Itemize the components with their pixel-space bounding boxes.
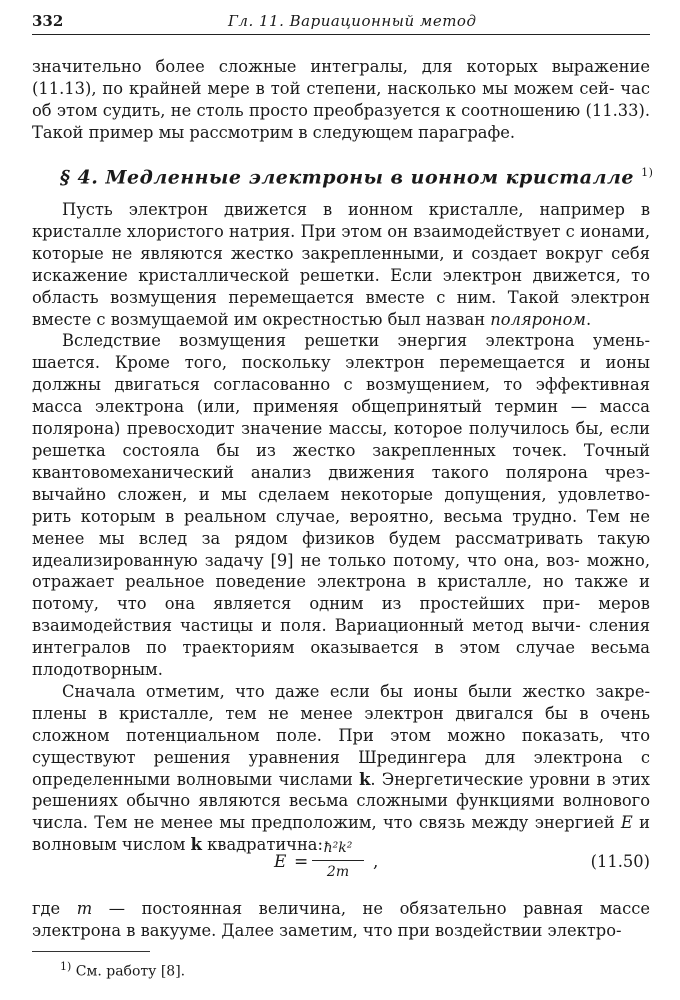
text-line: квантовомеханический анализ движения такого полярона чрез-: [32, 462, 650, 482]
equation-11-50: [32, 838, 650, 890]
section-heading: [60, 166, 660, 188]
text-line: сления интегралов по траекториям оказывается в этом случае: [32, 616, 650, 658]
text-line: Пусть электрон движется в ионном кристалле, например: [62, 200, 625, 219]
text-line: рить которым в реальном случае, вероятно, весьма трудно. Тем: [32, 506, 620, 526]
equation-fraction: [312, 838, 364, 883]
running-title: Гл. 11. Вариационный метод: [228, 12, 477, 30]
text-line: где: [32, 899, 77, 918]
text-line: (11.13), по крайней мере в той степени, насколько мы можем сей-: [32, 78, 615, 98]
text-line: сложном потенциальном поле. При этом можно показать, что: [32, 725, 650, 745]
footnote-divider: [32, 951, 150, 952]
text-line: плены в кристалле, тем не менее электрон двигался бы в очень: [32, 703, 650, 723]
main-text: [32, 199, 650, 856]
polaron-term: поляроном: [490, 309, 586, 329]
fraction-bar: [312, 860, 364, 861]
closing-paragraph: [32, 898, 650, 942]
equation-number: (11.50): [590, 852, 650, 871]
equation-lhs: E: [274, 852, 287, 872]
text-line: и волновым числом: [32, 813, 650, 855]
text-punct: .: [585, 309, 592, 329]
page-header: [32, 10, 650, 35]
text-line: час об этом судить, не столь просто преобразуется к соотношению: [32, 78, 650, 120]
paragraph-mass-note: [32, 898, 650, 942]
text-line: вокруг себя искажение кристаллической решетки. Если электрон: [32, 243, 650, 285]
text-line: если решетка состояла бы из жестко закрепленных точек. Точный: [32, 419, 650, 460]
text-line: Сначала отметим, что даже если бы ионы были жестко закре-: [62, 681, 650, 701]
text-line: весьма плодотворным.: [32, 638, 650, 680]
paragraph-polaron: [32, 199, 650, 330]
energy-symbol: E: [620, 813, 633, 833]
text-line: назван: [425, 309, 491, 329]
text-line: с определенными волновыми числами: [32, 747, 650, 789]
text-line: движется, то область возмущения перемещается вместе с ним.: [32, 265, 650, 307]
wave-vector-k: k: [190, 835, 202, 855]
text-line: не менее мы вслед за рядом физиков будем рассматривать такую: [32, 506, 650, 548]
equation-equals: =: [294, 852, 309, 872]
text-line: Такой электрон вместе с возмущаемой им окрестностью был: [32, 287, 650, 329]
footnote-number: 1): [60, 960, 72, 973]
section-title-text: § 4. Медленные электроны в ионном кристалле: [60, 166, 635, 189]
text-line: энергией: [534, 813, 621, 833]
mass-symbol: m: [76, 899, 93, 918]
equation-comma: ,: [373, 852, 379, 872]
fraction-numerator: ħ²k²: [323, 840, 353, 856]
text-line: идеализированную задачу [9] не только потому, что она, воз-: [32, 550, 580, 570]
paragraph-effective-mass: [32, 330, 650, 681]
wave-vector-k: k: [359, 769, 371, 789]
text-line: (11.33). Такой пример мы рассмотрим в следующем параграфе.: [32, 100, 650, 142]
text-line: но также и потому, что она является одним из простейших при-: [32, 572, 650, 614]
footnote-text: См. работу [8].: [71, 963, 186, 980]
text-line: квадратична:: [201, 835, 323, 855]
page-number: 332: [32, 12, 64, 30]
text-line: . Энергетические уровни: [370, 769, 591, 789]
text-line: масса электрона (или, применяя общепринятый термин — масса: [32, 397, 650, 417]
fraction-denominator: 2m: [326, 864, 350, 880]
text-line: меров взаимодействия частицы и поля. Вариационный метод вычи-: [32, 594, 650, 636]
text-line: полярона) превосходит значение массы, которое получилось бы,: [32, 419, 604, 439]
text-line: — постоянная величина, не обязательно равная массе: [92, 899, 650, 918]
text-line: значительно более сложные интегралы, для которых выражение: [32, 57, 650, 76]
text-line: с ионами, которые не являются жестко закрепленными, и создает: [32, 221, 650, 263]
text-line: вычайно сложен, и мы сделаем некоторые допущения, удовлетво-: [32, 484, 650, 504]
top-paragraph: [32, 56, 650, 144]
footnote-marker: 1): [641, 166, 654, 179]
top-paragraph-text: [32, 56, 650, 144]
text-line: можно, отражает реальное поведение электрона в кристалле,: [32, 550, 650, 592]
footnote: [60, 960, 185, 980]
text-line: шается. Кроме того, поскольку электрон перемещается и ионы: [32, 353, 650, 373]
text-line: в кристалле хлористого натрия. При этом он взаимодействует: [32, 200, 650, 241]
text-line: волнового числа. Тем не менее мы предположим, что связь между: [32, 791, 650, 833]
text-line: существуют решения уравнения Шредингера для электрона: [32, 747, 623, 767]
text-line: должны двигаться согласованно с возмущением, то эффективная: [32, 375, 650, 395]
paragraph-schrodinger: [32, 681, 650, 856]
text-line: электрона в вакууме. Далее заметим, что при воздействии электро-: [32, 920, 622, 940]
text-line: Вследствие возмущения решетки энергия электрона умень-: [62, 331, 650, 351]
text-line: в этих решениях обычно являются весьма сложными функциями: [32, 769, 650, 811]
